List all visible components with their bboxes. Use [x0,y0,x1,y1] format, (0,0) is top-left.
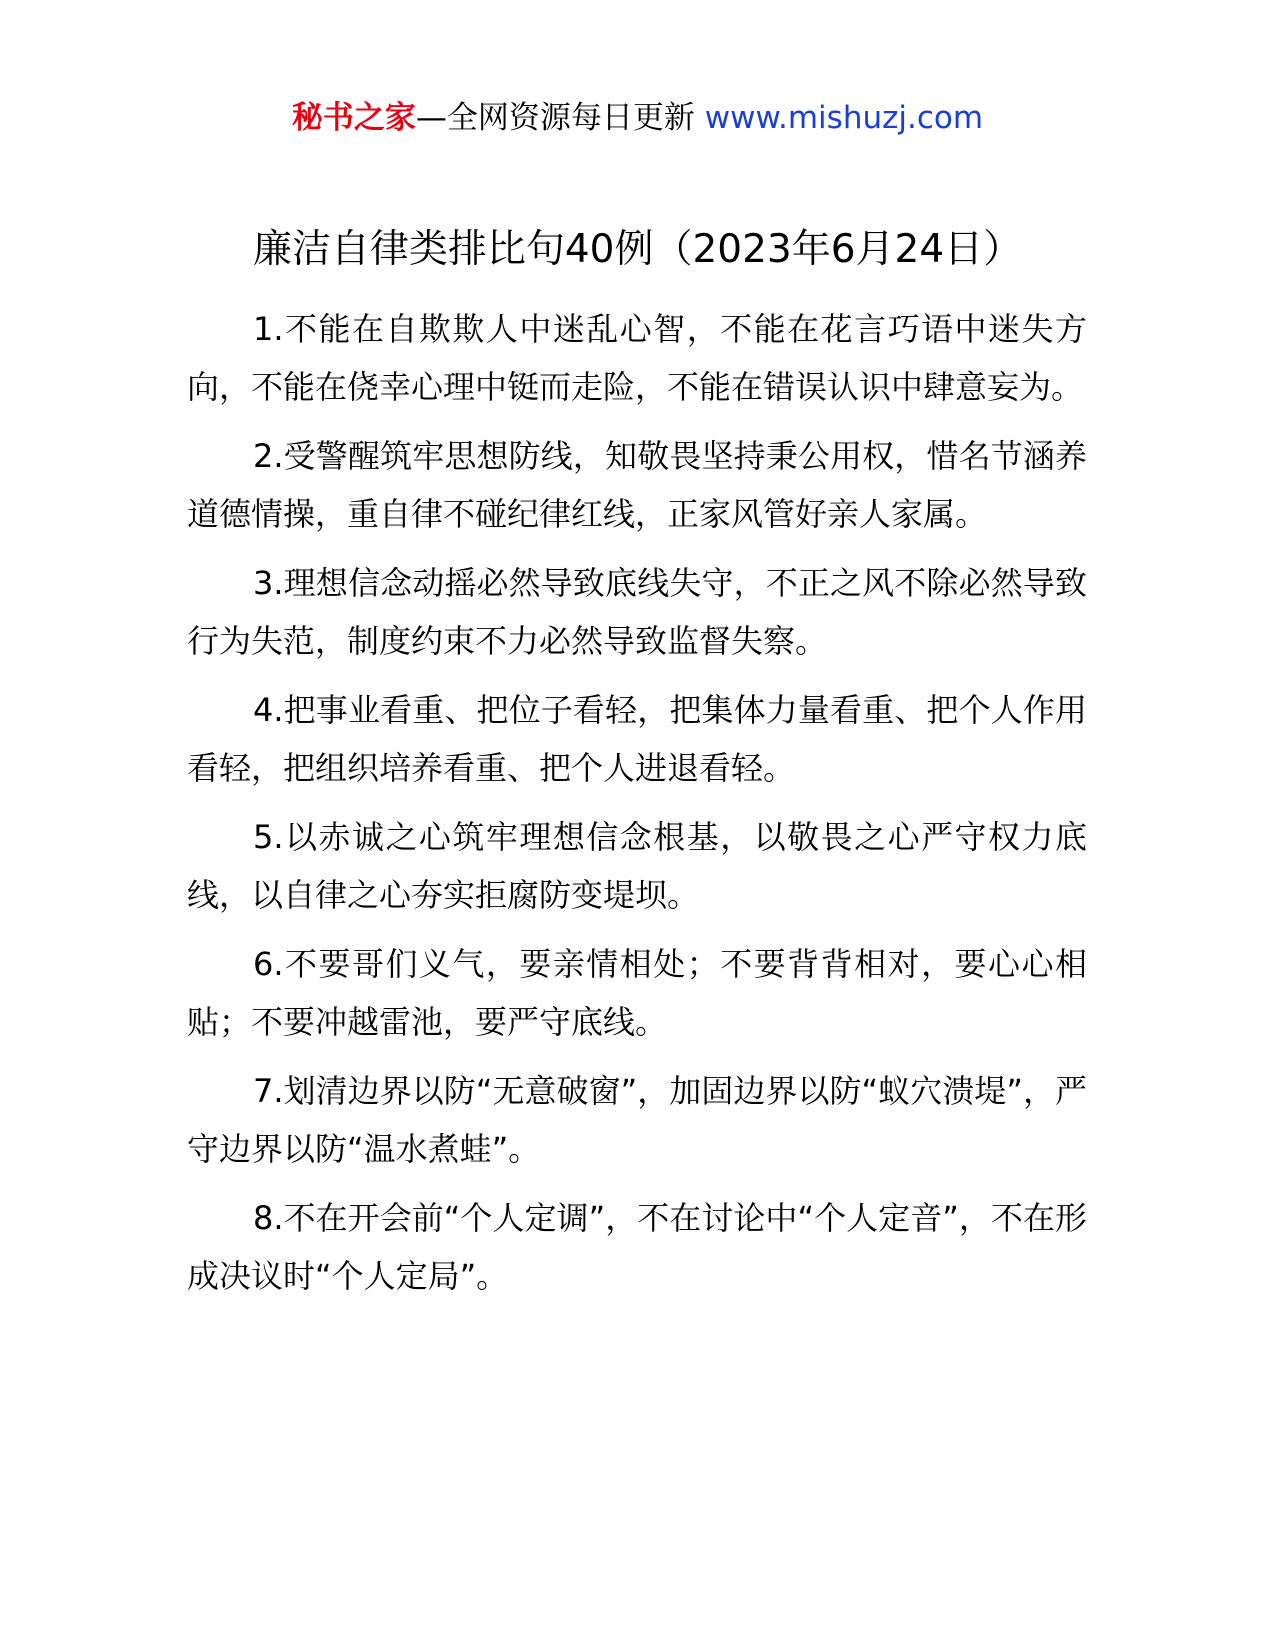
document-title: 廉洁自律类排比句40例（2023年6月24日） [252,227,1023,272]
paragraph-7: 7.划清边界以防“无意破窗”，加固边界以防“蚁穴溃堤”，严守边界以防“温水煮蛙”。 [187,1072,1087,1168]
paragraph-3: 3.理想信念动摇必然导致底线失守，不正之风不除必然导致行为失范，制度约束不力必然导致监督失察。 [187,564,1087,660]
header-tagline: —全网资源每日更新 [415,100,695,136]
paragraph-5: 5.以赤诚之心筑牢理想信念根基，以敬畏之心严守权力底线，以自律之心夯实拒腐防变堤坝。 [187,818,1087,914]
site-url-link[interactable]: www.mishuzj.com [704,100,984,136]
paragraph-2: 2.受警醒筑牢思想防线，知敬畏坚持秉公用权，惜名节涵养道德情操，重自律不碰纪律红线，正家风管好亲人家属。 [187,437,1087,533]
site-header [0,98,1275,138]
paragraph-4: 4.把事业看重、把位子看轻，把集体力量看重、把个人作用看轻，把组织培养看重、把个人进退看轻。 [187,691,1087,787]
paragraph-1: 1.不能在自欺欺人中迷乱心智，不能在花言巧语中迷失方向，不能在侥幸心理中铤而走险，不能在错误认识中肆意妄为。 [187,310,1087,406]
paragraph-6: 6.不要哥们义气，要亲情相处；不要背背相对，要心心相贴；不要冲越雷池，要严守底线。 [187,945,1087,1041]
paragraph-8: 8.不在开会前“个人定调”，不在讨论中“个人定音”，不在形成决议时“个人定局”。 [187,1199,1087,1295]
document-body [187,300,1087,1316]
brand-name: 秘书之家 [291,100,416,136]
